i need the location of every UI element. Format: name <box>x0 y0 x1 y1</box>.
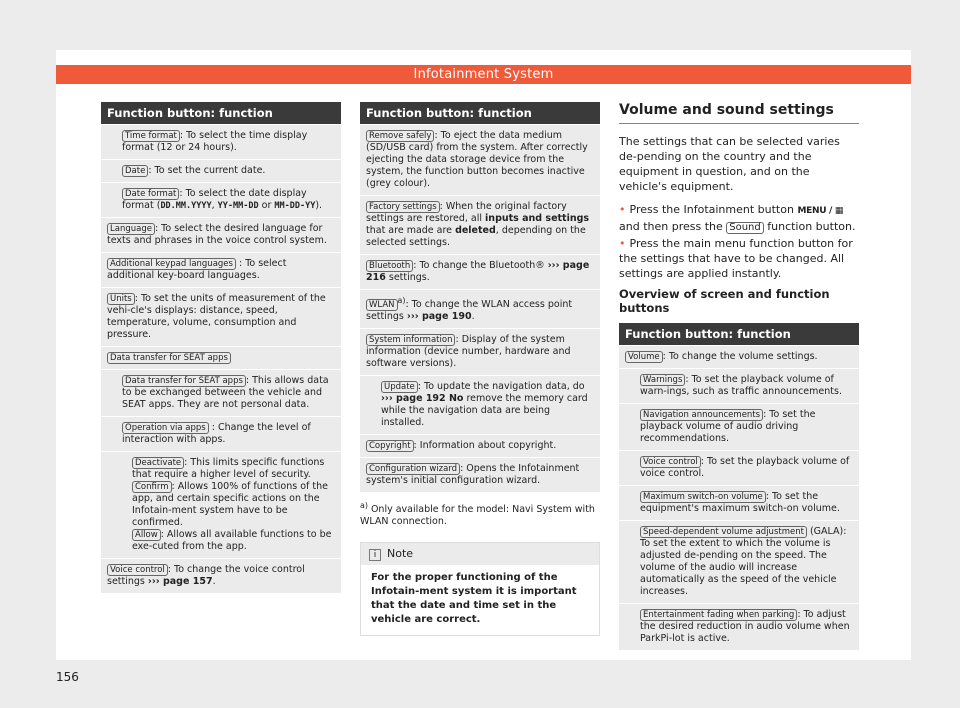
section-header: Infotainment System <box>56 65 911 84</box>
table-row: Navigation announcements : To set the playback volume of audio driving recommendations. <box>619 403 859 450</box>
function-button-label: Voice control <box>640 456 701 468</box>
function-button-label: Warnings <box>640 374 685 386</box>
table-row: WLAN $^{a)}$: To change the WLAN access point settings ››› page 190. <box>360 289 600 328</box>
subheading: Overview of screen and function buttons <box>619 287 830 315</box>
function-button-label: Voice control <box>107 564 168 576</box>
function-button-label: Operation via apps <box>122 422 209 434</box>
table-row: Warnings : To set the playback volume of warn-ings, such as traffic announcements. <box>619 368 859 403</box>
bullet-icon: • <box>619 237 626 250</box>
function-button-label: Remove safely <box>366 130 434 142</box>
function-button-label: Date <box>122 165 148 177</box>
column-2 <box>360 102 600 636</box>
column-3 <box>619 102 859 650</box>
table-row: Voice control : To set the playback volume of voice control. <box>619 450 859 485</box>
table-row: Copyright : Information about copyright. <box>360 434 600 457</box>
column-1 <box>101 102 341 593</box>
function-button-label: Confirm <box>132 481 172 493</box>
table-row: System information : Display of the system information (device number, hardware and software versions). <box>360 328 600 375</box>
function-button-label: Copyright <box>366 440 414 452</box>
table-row: Volume : To change the volume settings. <box>619 345 859 368</box>
table-row: Date format : To select the date display format (DD.MM.YYYY, YY-MM-DD or MM-DD-YY). <box>101 182 341 217</box>
table-row: Remove safely : To eject the data medium (SD/USB card) from the system. After correctly ejecting the data storage device from the system, the function button becomes inactive (grey colour). <box>360 124 600 195</box>
function-button-label: Factory settings <box>366 201 440 213</box>
function-button-label: Data transfer for SEAT apps <box>122 375 246 387</box>
function-button-label: Volume <box>625 351 663 363</box>
menu-icon: MENU / ▦ <box>797 206 844 216</box>
function-button-label: Allow <box>132 529 161 541</box>
table-row: Entertainment fading when parking : To adjust the desired reduction in audio volume when ParkPi-lot is active. <box>619 603 859 650</box>
page-link[interactable]: ››› page 192 No <box>381 393 464 405</box>
table-header: Function button: function <box>101 102 341 124</box>
table-row <box>101 346 341 369</box>
function-button-label: Bluetooth <box>366 260 413 272</box>
bullet-item: • Press the main menu function button for the settings that have to be changed. All settings are applied instantly. <box>619 237 853 280</box>
table-header: Function button: function <box>360 102 600 124</box>
bullet-item: • Press the Infotainment button MENU / ▦ and then press the Sound function button. <box>619 203 856 233</box>
function-button-label: Maximum switch-on volume <box>640 491 766 503</box>
function-button-label: Units <box>107 293 135 305</box>
function-button-label: Date format <box>122 188 179 200</box>
table-row: Maximum switch-on volume : To set the equipment's maximum switch-on volume. <box>619 485 859 520</box>
table-row: Time format : To select the time display format (12 or 24 hours). <box>101 124 341 159</box>
table-row: Units : To set the units of measurement of the vehi-cle's displays: distance, speed, temperature, volume, consumption and pressure. <box>101 287 341 346</box>
manual-page <box>56 50 911 684</box>
function-button-label: Data transfer for SEAT apps <box>107 352 231 364</box>
table-row: Date : To set the current date. <box>101 159 341 182</box>
note-body: For the proper functioning of the Infotain-ment system it is important that the date and time set in the vehicle are correct. <box>371 572 577 626</box>
function-button-label: Configuration wizard <box>366 463 460 475</box>
table-row: Data transfer for SEAT apps : This allows data to be exchanged between the vehicle and SEAT apps. They are not personal data. <box>101 369 341 416</box>
function-button-label: Time format <box>122 130 180 142</box>
info-icon: i <box>369 549 381 561</box>
function-button-label: Deactivate <box>132 457 184 469</box>
function-button-label: WLAN <box>366 299 398 311</box>
table-row: Configuration wizard : Opens the Infotainment system's initial configuration wizard. <box>360 457 600 492</box>
table-row: Voice control : To change the voice control settings ››› page 157. <box>101 558 341 593</box>
table-row: Additional keypad languages : To select additional key-board languages. <box>101 252 341 287</box>
note-box <box>360 542 600 636</box>
footnote: $^{a)}$ Only available for the model: Navi System with WLAN connection. <box>360 501 595 528</box>
function-button-label: Sound <box>726 222 764 234</box>
section-title: Volume and sound settings <box>619 102 859 124</box>
page-number: 156 <box>56 670 79 684</box>
table-row: Speed-dependent volume adjustment (GALA): To set the extent to which the volume is adjusted de-pending on the speed. The volume of the audio will increase automatically as the speed of the vehicle increases. <box>619 520 859 603</box>
bullet-icon: • <box>619 203 626 216</box>
function-button-label: Language <box>107 223 155 235</box>
function-button-label: Navigation announcements <box>640 409 763 421</box>
function-button-label: Speed-dependent volume adjustment <box>640 526 807 538</box>
function-button-label: Update <box>381 381 418 393</box>
table-row: Factory settings : When the original factory settings are restored, all inputs and settings that are made are deleted, depending on the selected settings. <box>360 195 600 254</box>
table-row: Update : To update the navigation data, do ››› page 192 No remove the memory card while the navigation data are being installed. <box>360 375 600 434</box>
function-button-label: Additional keypad languages <box>107 258 236 270</box>
table-row: Deactivate : This limits specific functions that require a higher level of security. Confirm : Allows 100% of functions of the app, and certain specific actions on the Infotain-ment system have to be confirmed. Allow : Allows all available functions to be exe-cuted from the app. <box>101 451 341 558</box>
table-row: Bluetooth : To change the Bluetooth® ››› page 216 settings. <box>360 254 600 289</box>
page-link[interactable]: ››› page 190 <box>406 311 472 323</box>
table-header: Function button: function <box>619 323 859 345</box>
function-button-label: System information <box>366 334 455 346</box>
function-button-label: Entertainment fading when parking <box>640 609 797 621</box>
page-link[interactable]: ››› page 216 <box>366 260 590 283</box>
intro-paragraph: The settings that can be selected varies de-pending on the country and the equipment in question, and on the vehicle's equipment. <box>619 135 840 193</box>
note-header: i Note <box>361 543 599 565</box>
table-row: Operation via apps : Change the level of interaction with apps. <box>101 416 341 451</box>
table-row: Language : To select the desired language for texts and phrases in the voice control system. <box>101 217 341 252</box>
page-link[interactable]: ››› page 157 <box>147 576 213 587</box>
